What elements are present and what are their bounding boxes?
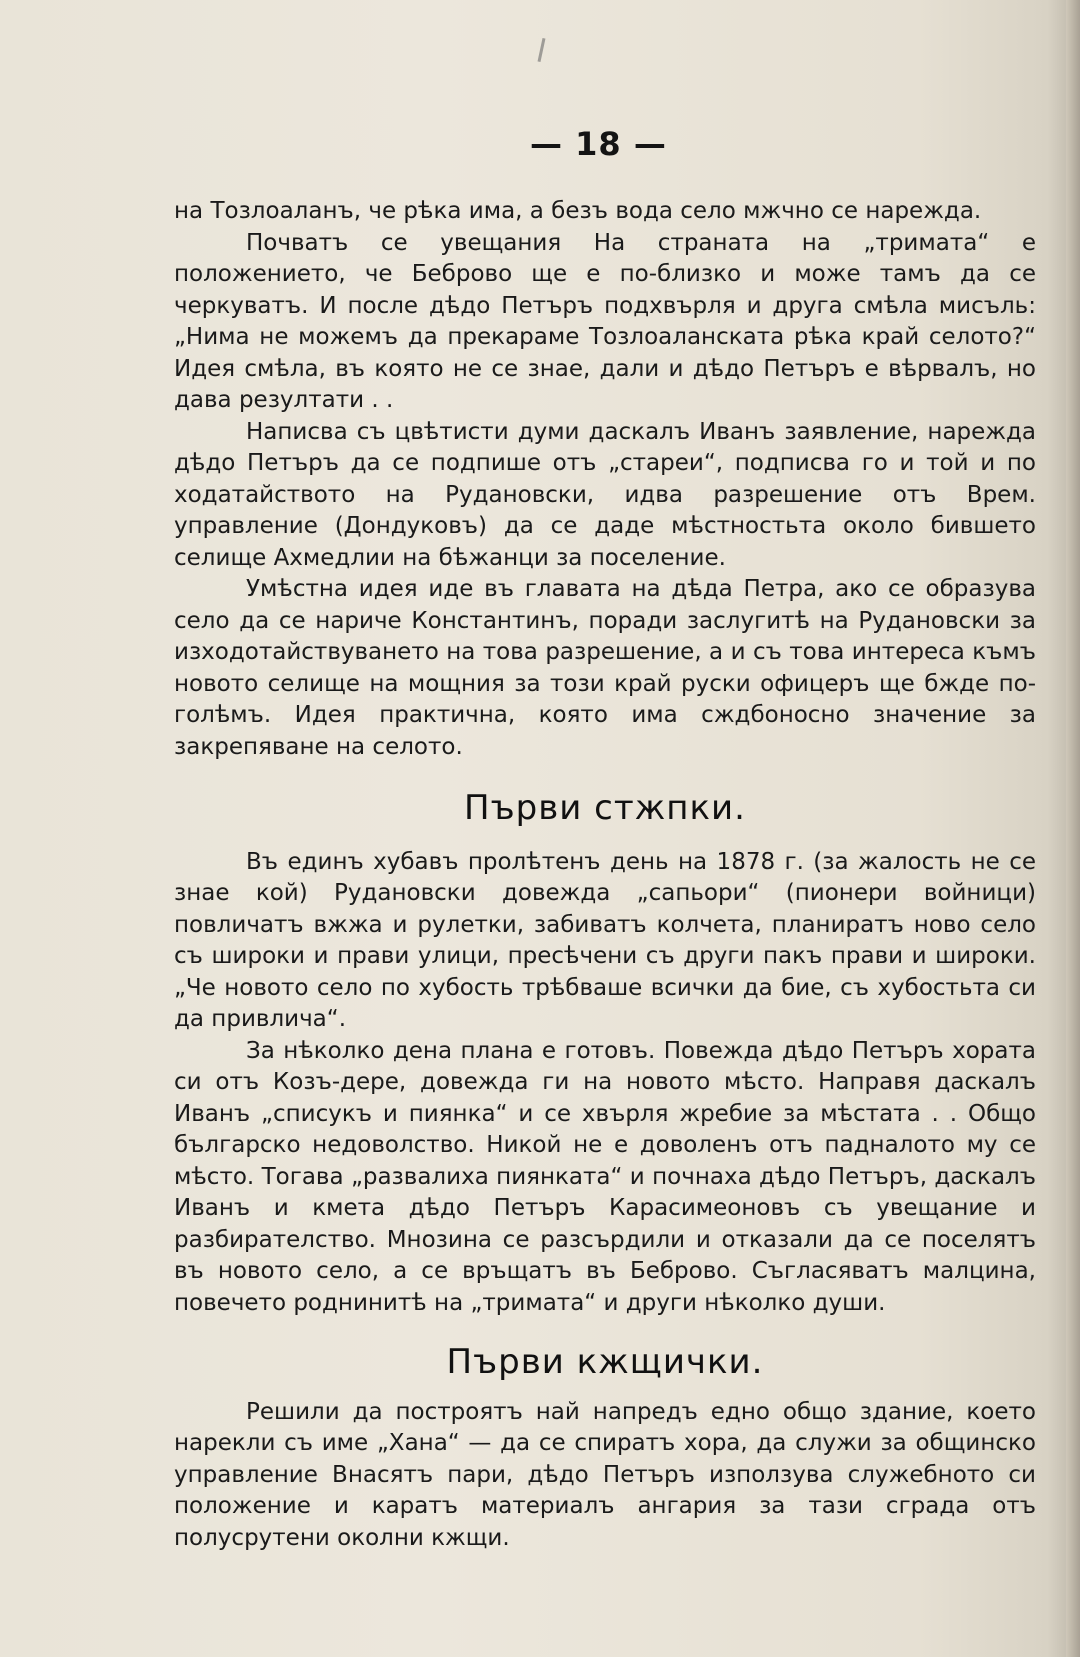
page-body xyxy=(174,196,1036,1554)
paragraph: Почватъ се увещания На страната на „тримата“ е положението, че Беброво ще е по-близко и може тамъ да се черкуватъ. И после дѣдо Петъръ подхвърля и друга смѣла мисъль: „Нима не можемъ да прекараме Тозлоаланската рѣка край селото?“ Идея смѣла, въ която не се знае, дали и дѣдо Петъръ е вѣрвалъ, но дава резултати . . xyxy=(174,229,1036,413)
paragraph: Умѣстна идея иде въ главата на дѣда Петра, ако се образува село да се нариче Константинъ, поради заслугитѣ на Рудановски за изходотайствуването на това разрешение, а и съ това интереса къмъ новото селище на мощния за този край руски офицеръ ще бжде по-голѣмъ. Идея практична, която има сждбоносно значение за закрепяване на селото. xyxy=(174,576,1036,760)
pencil-mark xyxy=(538,38,546,62)
paragraph: Написва съ цвѣтисти думи даскалъ Иванъ заявление, нарежда дѣдо Петъръ да се подпише отъ „стареи“, подписва го и той и по ходатайството на Рудановски, идва разрешение отъ Врем. управление (Дондуковъ) да се даде мѣстностьта около бившето селище Ахмедлии на бѣжанци за поселение. xyxy=(174,418,1036,571)
page-number: — 18 — xyxy=(530,125,667,163)
section-heading-first-houses: Първи кжщички. xyxy=(446,1342,764,1382)
paragraph: Въ единъ хубавъ пролѣтенъ день на 1878 г. (за жалость не се знае кой) Рудановски довежда „сапьори“ (пионери войници) повличатъ вжжа и рулетки, забиватъ колчета, планиратъ ново село съ широки и прави улици, пресѣчени съ други пакъ прави и широки. „Че новото село по хубость трѣбваше всички да бие, съ хубостьта си да привлича“. xyxy=(174,848,1036,1032)
paragraph: Решили да построятъ най напредъ едно общо здание, което нарекли съ име „Хана“ — да се спиратъ хора, да служи за общинско управление Внасятъ пари, дѣдо Петъръ използува служебното си положение и каратъ материалъ ангария за тази сграда отъ полусрутени околни кжщи. xyxy=(174,1398,1036,1551)
page-edge-shadow xyxy=(1066,0,1080,1657)
paragraph: на Тозлоаланъ, че рѣка има, а безъ вода село мжчно се нарежда. xyxy=(174,198,982,224)
section-heading-first-steps: Първи стжпки. xyxy=(464,788,746,828)
paragraph: За нѣколко дена плана е готовъ. Повежда дѣдо Петъръ хората си отъ Козъ-дере, довежда ги на новото мѣсто. Направя даскалъ Иванъ „списукъ и пиянка“ и се хвърля жребие за мѣстата . . Общо българско недоволство. Никой не е доволенъ отъ падналото му се мѣсто. Тогава „развалиха пиянката“ и почнаха дѣдо Петъръ, даскалъ Иванъ и кмета дѣдо Петъръ Карасимеоновъ съ увещание и разбирателство. Мнозина се разсърдили и отказали да се поселятъ въ новото село, а се връщатъ въ Беброво. Съгласяватъ малцина, повечето роднинитѣ на „тримата“ и други нѣколко души. xyxy=(174,1037,1036,1316)
